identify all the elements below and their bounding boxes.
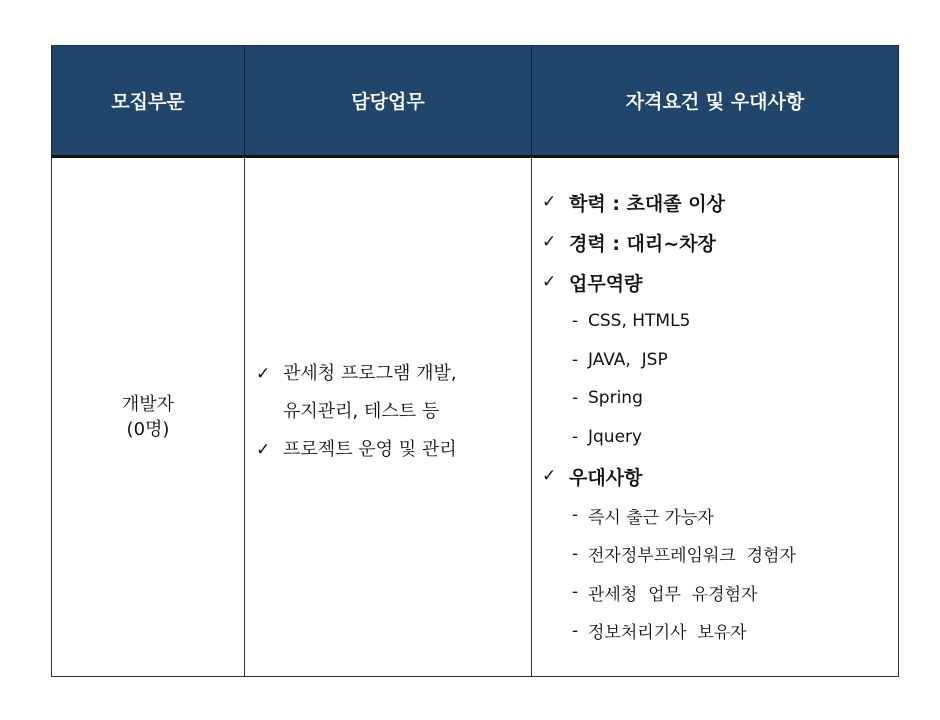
header-recruit-field: 모집부문: [52, 46, 245, 157]
dash-icon: -: [572, 505, 579, 526]
check-icon: ✓: [542, 192, 557, 212]
duty-line: 유지관리, 테스트 등: [283, 401, 440, 422]
check-icon: ✓: [256, 364, 271, 384]
preferred-text: 전자정부프레임워크 경험자: [588, 546, 796, 567]
education-requirement: [542, 182, 898, 222]
preferred-item: [542, 573, 898, 612]
skills-title-text: 업무역량: [569, 272, 643, 295]
check-icon: ✓: [542, 232, 557, 252]
dash-icon: -: [572, 426, 579, 447]
skill-text: Spring: [588, 388, 643, 409]
skills-title: [542, 262, 898, 302]
duty-text: [283, 431, 457, 469]
duty-item: [256, 355, 531, 431]
preferred-item: [542, 535, 898, 574]
education-text: 학력 : 초대졸 이상: [569, 192, 725, 215]
qualifications-cell: [532, 157, 899, 677]
preferred-text: 즉시 출근 가능자: [588, 507, 714, 528]
header-row: [52, 46, 899, 157]
dash-icon: -: [572, 582, 579, 603]
job-posting-table: [51, 45, 899, 677]
position-title: 개발자: [121, 394, 175, 415]
skill-item: [542, 379, 898, 418]
skill-item: [542, 418, 898, 457]
experience-requirement: [542, 222, 898, 262]
duty-item: [256, 431, 531, 469]
experience-text: 경력 : 대리~차장: [569, 232, 716, 255]
check-icon: ✓: [542, 272, 557, 292]
preferred-title: [542, 456, 898, 496]
dash-icon: -: [572, 543, 579, 564]
skill-text: CSS, HTML5: [588, 311, 691, 332]
check-icon: ✓: [542, 466, 557, 486]
skill-item: [542, 341, 898, 380]
duties-cell: [245, 157, 532, 677]
preferred-item: [542, 496, 898, 535]
dash-icon: -: [572, 349, 579, 370]
duty-line: 프로젝트 운영 및 관리: [283, 439, 457, 460]
skill-item: [542, 302, 898, 341]
duty-line: 관세청 프로그램 개발,: [283, 363, 457, 384]
skill-text: JAVA, JSP: [588, 349, 668, 370]
preferred-text: 정보처리기사 보유자: [588, 623, 747, 644]
header-qualifications: 자격요건 및 우대사항: [532, 46, 899, 157]
duty-text: [283, 355, 457, 431]
check-icon: ✓: [256, 440, 271, 460]
preferred-text: 관세청 업무 유경험자: [588, 584, 758, 605]
dash-icon: -: [572, 311, 579, 332]
preferred-title-text: 우대사항: [569, 466, 643, 489]
position-count: (0명): [126, 419, 170, 440]
position-cell: [52, 157, 245, 677]
skill-text: Jquery: [588, 426, 643, 447]
dash-icon: -: [572, 388, 579, 409]
body-row: [52, 157, 899, 677]
header-duties: 담당업무: [245, 46, 532, 157]
dash-icon: -: [572, 620, 579, 641]
preferred-item: [542, 612, 898, 651]
